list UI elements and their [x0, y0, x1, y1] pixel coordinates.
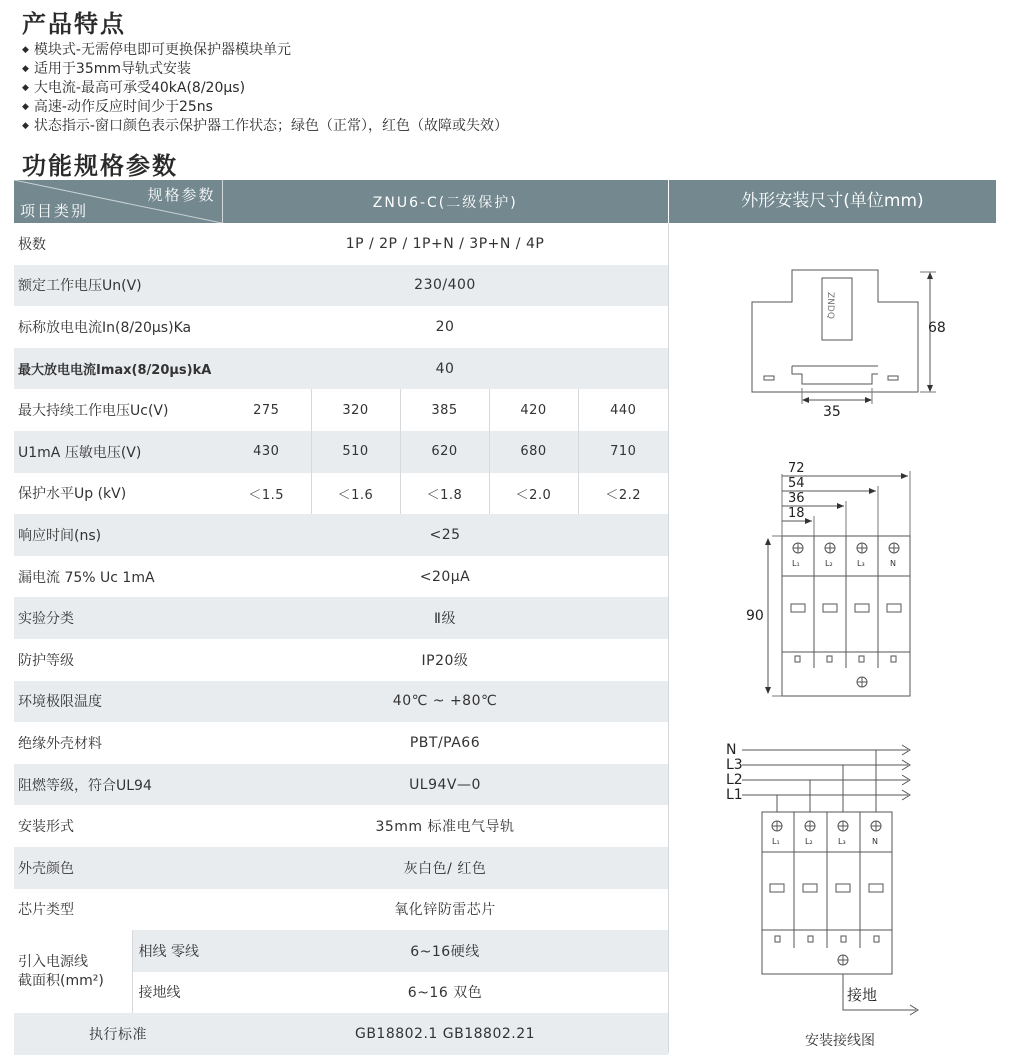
- row-label: 防护等级: [18, 652, 74, 669]
- feature-item: ◆ 高速-动作反应时间少于25ns: [22, 99, 508, 118]
- row-label: 极数: [18, 236, 46, 253]
- row-value: 20: [435, 318, 455, 335]
- feature-item: ◆ 状态指示-窗口颜色表示保护器工作状态；绿色（正常），红色（故障或失效）: [22, 118, 508, 137]
- row-value: 385: [400, 389, 489, 431]
- wire-label-L1: L1: [726, 787, 743, 803]
- table-row: [14, 348, 668, 390]
- wire-area-label: [14, 930, 132, 1013]
- row-value: ＜2.0: [489, 473, 578, 515]
- ground-screw-icon: [838, 955, 848, 965]
- table-row: [14, 805, 668, 847]
- side-view-drawing: [740, 262, 960, 422]
- terminal-label: L₂: [805, 837, 813, 846]
- dim-label-90: 90: [746, 608, 764, 624]
- table-row: [14, 889, 668, 931]
- row-value: 230/400: [222, 265, 668, 307]
- terminal-screw-icon: [825, 543, 835, 553]
- table-row: [14, 597, 668, 639]
- dim-label-36: 36: [788, 491, 805, 506]
- wire-label-line1: 引入电源线: [18, 953, 88, 970]
- header-item-label: 项目类别: [20, 202, 89, 220]
- row-value: 6~16硬线: [222, 930, 668, 972]
- section-title-specs: 功能规格参数: [22, 152, 178, 180]
- section-title-features: 产品特点: [22, 10, 126, 38]
- row-value: 430: [222, 431, 311, 473]
- row-label: 响应时间(ns): [14, 514, 222, 556]
- row-value: <20μA: [419, 568, 471, 585]
- row-value: 680: [489, 431, 578, 473]
- row-label: 最大持续工作电压Uc(V): [18, 403, 169, 420]
- row-label: 环境极限温度: [14, 681, 222, 723]
- row-label: 漏电流 75% Uc 1mA: [18, 569, 155, 586]
- side-view-slot: [764, 376, 774, 380]
- wire-sub-label: 接地线: [132, 972, 222, 1014]
- wire-label-N: N: [726, 742, 737, 758]
- side-view-slot: [888, 376, 898, 380]
- row-value: GB18802.1 GB18802.21: [222, 1013, 668, 1055]
- brand-text: ZNDQ: [825, 292, 835, 319]
- feature-list: [22, 42, 508, 137]
- terminal-label: L₃: [838, 837, 846, 846]
- row-value: IP20级: [421, 652, 469, 669]
- terminal-screw-icon: [871, 821, 881, 831]
- terminal-screw-icon: [772, 821, 782, 831]
- row-value: 710: [578, 431, 668, 473]
- table-row: [14, 306, 668, 348]
- feature-item: ◆ 大电流-最高可承受40kA(8/20μs): [22, 80, 508, 99]
- row-value: Ⅱ级: [222, 597, 668, 639]
- terminal-screw-icon: [857, 543, 867, 553]
- terminal-label: L₁: [792, 559, 800, 568]
- feature-item: ◆ 适用于35mm导轨式安装: [22, 61, 508, 80]
- row-value: 40℃ ~ +80℃: [222, 681, 668, 723]
- row-value: 275: [253, 402, 280, 418]
- header-spec-label: 规格参数: [147, 186, 216, 204]
- row-value: PBT/PA66: [409, 734, 481, 751]
- column-divider: [668, 223, 669, 1053]
- row-label: 安装形式: [18, 819, 74, 836]
- row-label: 阻燃等级，符合UL94: [14, 764, 222, 806]
- row-label: U1mA 压敏电压(V): [14, 431, 222, 473]
- row-label: 外壳颜色: [14, 847, 222, 889]
- terminal-label: L₁: [772, 837, 780, 846]
- wiring-diagram: [722, 738, 932, 1028]
- feature-item: ◆ 模块式-无需停电即可更换保护器模块单元: [22, 42, 508, 61]
- table-row: [14, 681, 668, 723]
- row-value: 40: [222, 348, 668, 390]
- row-value: 620: [400, 431, 489, 473]
- dim-label-height: 68: [928, 320, 946, 336]
- row-value: UL94V—0: [222, 764, 668, 806]
- terminal-screw-icon: [805, 821, 815, 831]
- row-label: 实验分类: [14, 597, 222, 639]
- table-row: [14, 389, 668, 431]
- row-value: ＜2.2: [578, 473, 668, 515]
- spec-table: [14, 180, 668, 1055]
- terminal-label: L₃: [857, 559, 865, 568]
- table-row: [14, 1013, 668, 1055]
- row-value: 510: [311, 431, 400, 473]
- table-row: [14, 722, 668, 764]
- table-row: [14, 764, 668, 806]
- row-label: 标称放电电流In(8/20μs)Ka: [18, 319, 192, 336]
- row-value: <25: [222, 514, 668, 556]
- row-value: ＜1.5: [248, 487, 285, 503]
- dim-label-54: 54: [788, 476, 805, 491]
- table-row: [14, 514, 668, 556]
- terminal-screw-icon: [838, 821, 848, 831]
- row-label: 额定工作电压Un(V): [14, 265, 222, 307]
- row-value: 氧化锌防雷芯片: [394, 902, 496, 919]
- wire-sub-label: 相线 零线: [132, 930, 222, 972]
- ground-label: 接地: [847, 986, 878, 1004]
- row-value: 320: [311, 389, 400, 431]
- row-label: 芯片类型: [18, 902, 74, 919]
- table-row: [14, 639, 668, 681]
- wire-label-L2: L2: [726, 772, 743, 788]
- header-model: ZNU6-C(二级保护): [222, 180, 668, 223]
- row-label: 绝缘外壳材料: [18, 735, 102, 752]
- table-row: [14, 431, 668, 473]
- row-label: 最大放电电流Imax(8/20μs)kA: [14, 348, 222, 390]
- row-value: 35mm 标准电气导轨: [375, 819, 515, 836]
- wiring-caption: 安装接线图: [805, 1033, 875, 1049]
- table-row: [14, 556, 668, 598]
- side-view-rail: [792, 366, 878, 384]
- terminal-label: L₂: [825, 559, 833, 568]
- table-row: [14, 847, 668, 889]
- row-value: ＜1.6: [311, 473, 400, 515]
- dim-label-18: 18: [788, 506, 805, 521]
- row-label: 保护水平Up (kV): [18, 486, 127, 503]
- table-row: [14, 930, 668, 972]
- row-value: 1P / 2P / 1P+N / 3P+N / 4P: [345, 235, 545, 252]
- ground-screw-icon: [857, 677, 867, 687]
- terminal-screw-icon: [793, 543, 803, 553]
- table-row: [14, 473, 668, 515]
- dim-label-width: 35: [823, 404, 841, 420]
- header-diagonal-cell: [14, 180, 222, 223]
- table-row: [14, 265, 668, 307]
- terminal-label: N: [890, 559, 896, 568]
- dimension-header: 外形安装尺寸(单位mm): [668, 180, 996, 223]
- row-value: 灰白色/ 红色: [222, 847, 668, 889]
- wire-label-L3: L3: [726, 757, 743, 773]
- row-value: 440: [578, 389, 668, 431]
- dim-label-72: 72: [788, 461, 805, 476]
- front-view-drawing: [742, 456, 932, 706]
- row-label: 执行标准: [14, 1013, 222, 1055]
- table-row: [14, 223, 668, 265]
- row-value: ＜1.8: [400, 473, 489, 515]
- terminal-screw-icon: [889, 543, 899, 553]
- wire-label-line2: 截面积(mm²): [18, 972, 104, 989]
- terminal-label: N: [872, 837, 878, 846]
- row-value: 420: [489, 389, 578, 431]
- row-value: 6~16 双色: [407, 985, 483, 1002]
- table-header-row: [14, 180, 668, 223]
